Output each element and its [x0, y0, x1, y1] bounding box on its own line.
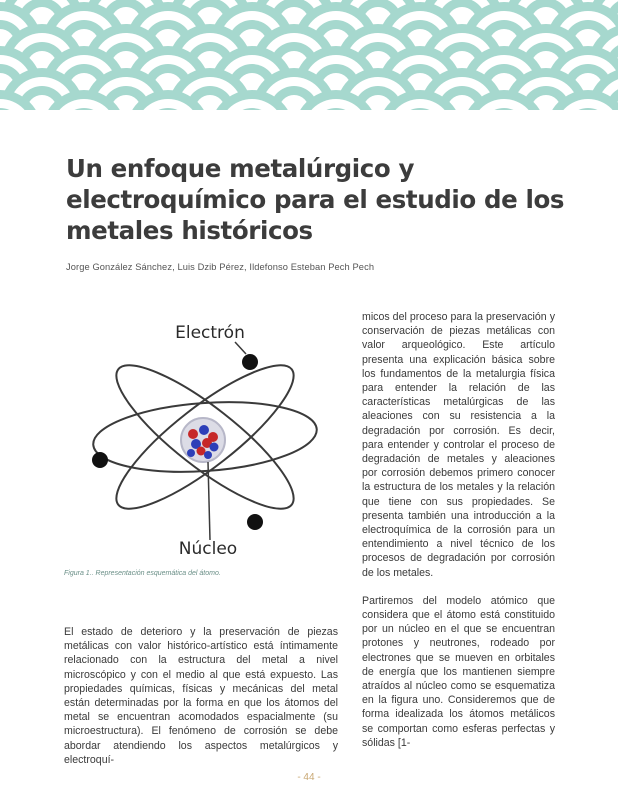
- page-number: - 44 -: [297, 772, 321, 783]
- body-column-left: [64, 625, 338, 767]
- article-title: Un enfoque metalúrgico y electroquímico para el estudio de los metales históricos: [66, 154, 565, 245]
- nucleus-label: Núcleo: [178, 539, 238, 559]
- article-authors: Jorge González Sánchez, Luis Dzib Pérez, Ildefonso Esteban Pech Pech: [66, 262, 375, 272]
- body-paragraph: Partiremos del modelo atómico que considera que el átomo está constituido por un núcleo en el que se encuentran protones y neutrones, rodeado por electrones que se mueven en orbitales de energía que los mantienen siempre atraídos al núcleo como se esquematiza en la figura uno. Consideremos que de forma idealizada los átomos metálicos se comportan como esferas perfectas y sólidas [1-: [362, 594, 555, 749]
- body-column-right: [362, 310, 555, 750]
- body-paragraph: micos del proceso para la preservación y conservación de piezas metálicas con valor arqueológico. Este artículo presenta una explicación básica sobre los fundamentos de la metalurgia física para entender la relación de las características metalúrgicas de las aleaciones con su resistencia a la degradación por corrosión. Es decir, para entender y controlar el proceso de degradación de metales y aleaciones por corrosión debemos primero conocer la estructura de los metales y la relación que tiene con sus propiedades. Se presenta también una introducción a la electroquímica de la corrosión para un entendimiento a nivel técnico de los procesos de degradación por corrosión de los metales.: [362, 311, 555, 579]
- atom-diagram-figure: [80, 310, 320, 565]
- electron-label: Electrón: [175, 323, 245, 343]
- decorative-wave-banner: [0, 0, 618, 128]
- body-paragraph: El estado de deterioro y la preservación de piezas metálicas con valor histórico-artístico está íntimamente relacionado con la estructura del metal a nivel microscópico y con el medio al que está expuesto. Las propiedades químicas, físicas y mecánicas del metal están determinadas por la forma en que los átomos del metal se encuentran acomodados espacialmente (su microestructura). El fenómeno de corrosión se debe abordar atendiendo los aspectos metalúrgicos y electroquí-: [64, 626, 338, 766]
- figure-caption: Figura 1.. Representación esquemática del átomo.: [64, 570, 221, 577]
- nucleus: [181, 418, 225, 462]
